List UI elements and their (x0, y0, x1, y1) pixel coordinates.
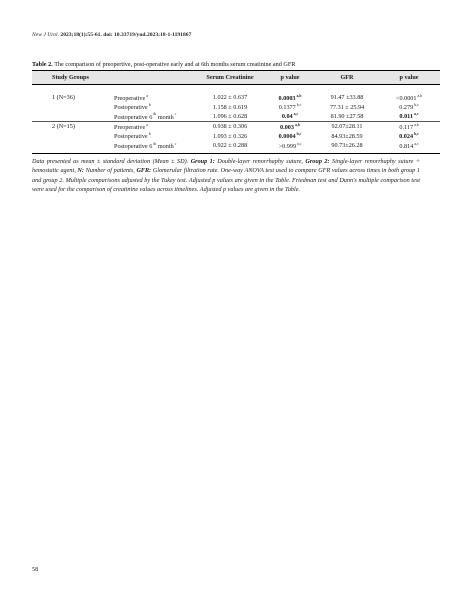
superscript: b,c (296, 132, 302, 137)
superscript: a (146, 122, 148, 127)
group-label (32, 132, 114, 141)
table-row (32, 122, 440, 132)
timepoint-label-value: Preoperative (114, 123, 146, 131)
timepoint-label (114, 132, 196, 141)
timepoint-label-value: Postoperative 6th month (114, 112, 174, 121)
timepoint-label (114, 141, 196, 154)
table-header-row (32, 71, 440, 85)
superscript: b,c (296, 103, 302, 108)
creatinine-p-value (264, 141, 316, 154)
ordinal-superscript: th (153, 112, 157, 117)
table-caption-label: Table 2. (32, 61, 53, 68)
note-gfr-text: Glomerular filtration rate. (152, 167, 219, 175)
table-footnote (32, 157, 420, 195)
note-methods: One-way ANOVA test used to compare GFR values across times in both group 1 and group 2. Multiple comparisons adjusted by the Tukey test. Adjusted p values are given in the Table. Friedman test and Dunn's multiple comparison test were used for the comparison of creatinine values across timelines. Adjusted p values are given in the Table. (32, 167, 421, 194)
creatinine-value-value: 1.022 ± 0.637 (212, 94, 248, 102)
col-header-p-value-creatinine: p value (264, 71, 316, 85)
ordinal-superscript: th (153, 141, 157, 146)
creatinine-value-value: 0.938 ± 0.306 (212, 123, 248, 131)
creatinine-value-value: 0.922 ± 0.288 (212, 142, 248, 150)
gfr-p-value (378, 102, 440, 111)
gfr-p-value-value: 0.814 (399, 142, 414, 150)
timepoint-label-value: Postoperative (114, 104, 148, 112)
superscript: a,b (414, 122, 419, 127)
timepoint-label-value: Postoperative 6th month (114, 141, 174, 150)
note-group2-text: Single-layer renorrhaphy suture + hemostatic agent, (32, 158, 421, 175)
creatinine-p-value (264, 112, 316, 122)
table-row (32, 112, 440, 122)
creatinine-value (196, 141, 264, 154)
gfr-p-value-value: 0.117 (399, 123, 414, 131)
superscript: a,c (414, 112, 419, 117)
gfr-value (316, 112, 378, 122)
timepoint-label (114, 102, 196, 111)
note-sd: Data presented as mean ± standard deviation (Mean ± SD). (32, 158, 189, 165)
gfr-value (316, 122, 378, 132)
creatinine-p-value-value: 0.0003 (278, 94, 296, 102)
timepoint-label (114, 122, 196, 132)
note-group2-label: Group 2: (305, 158, 330, 165)
col-header-gfr: GFR (316, 71, 378, 85)
superscript: a,c (297, 141, 302, 146)
superscript: b (148, 103, 151, 108)
superscript: b (148, 132, 151, 137)
gfr-value-value: 91.47 ±33.88 (330, 94, 364, 102)
creatinine-p-value-value: 0.003 (280, 123, 294, 131)
table-caption-text: The comparison of preopertive, post-operative early and at 6th months serum creatinine and GFR (54, 61, 296, 68)
table-row (32, 85, 440, 103)
creatinine-value (196, 112, 264, 122)
creatinine-value (196, 132, 264, 141)
gfr-value (316, 141, 378, 154)
creatinine-value-value: 1.158 ± 0.619 (212, 103, 248, 111)
table-body (32, 85, 440, 154)
superscript: b,c (414, 103, 419, 108)
note-group1-text: Double-layer renorrhaphy suture, (217, 158, 303, 165)
gfr-p-value (378, 112, 440, 122)
gfr-p-value (378, 132, 440, 141)
creatinine-p-value (264, 132, 316, 141)
superscript: a,b (294, 122, 300, 127)
creatinine-p-value-value: >0.999 (278, 142, 297, 150)
gfr-value (316, 85, 378, 103)
gfr-p-value-value: <0.0001 (395, 94, 417, 102)
timepoint-label-value: Postoperative (114, 133, 148, 141)
col-header-timepoint (114, 71, 196, 85)
gfr-value-value: 81.90 ±27.58 (330, 112, 364, 120)
creatinine-p-value-value: 0.1377 (278, 104, 296, 112)
gfr-p-value (378, 122, 440, 132)
note-n-text: Number of patients, (85, 167, 135, 175)
creatinine-value (196, 122, 264, 132)
gfr-p-value (378, 141, 440, 154)
creatinine-p-value (264, 85, 316, 103)
timepoint-label (114, 112, 196, 122)
gfr-value-value: 77.31 ± 25.94 (329, 103, 365, 111)
results-table (32, 70, 440, 154)
gfr-value (316, 132, 378, 141)
creatinine-p-value-value: 0.0004 (278, 133, 296, 141)
creatinine-p-value (264, 102, 316, 111)
gfr-value-value: 92.07±28.11 (331, 123, 363, 131)
timepoint-label-value: Preoperative (114, 94, 146, 102)
creatinine-p-value (264, 122, 316, 132)
creatinine-value-value: 1.093 ± 0.326 (212, 132, 248, 140)
table-row (32, 132, 440, 141)
superscript: a,b (417, 93, 423, 98)
creatinine-value (196, 102, 264, 111)
note-group1-label: Group 1: (190, 158, 215, 165)
table-row (32, 141, 440, 154)
superscript: b,c (414, 132, 419, 137)
gfr-p-value (378, 85, 440, 103)
journal-name: New J Urol. (32, 32, 59, 38)
superscript: a,c (293, 112, 299, 117)
group-label (32, 141, 114, 154)
group-label (32, 112, 114, 122)
superscript: a (146, 93, 148, 98)
group-label: 1 (N=36) (52, 94, 75, 102)
gfr-value-value: 84.93±28.59 (331, 132, 363, 140)
gfr-p-value-value: 0.024 (399, 133, 414, 141)
superscript: c (174, 141, 177, 146)
gfr-value-value: 90.73±26.28 (331, 142, 363, 150)
note-gfr-label: GFR: (136, 167, 152, 175)
group-label: 2 (N=15) (32, 122, 114, 132)
col-header-serum-creatinine: Serum Creatinine (196, 71, 264, 85)
table-row (32, 102, 440, 111)
citation: 2023;18(1):55-61. doi: 10.33719/yud.2023;18-1-1191867 (60, 32, 192, 38)
timepoint-label (114, 85, 196, 103)
col-header-study-groups: Study Groups (32, 71, 114, 85)
gfr-value (316, 102, 378, 111)
running-header (32, 32, 191, 38)
table-caption (32, 61, 422, 68)
creatinine-value-value: 1.096 ± 0.628 (212, 112, 248, 120)
creatinine-value (196, 85, 264, 103)
gfr-p-value-value: 0.011 (399, 113, 414, 121)
gfr-p-value-value: 0.279 (399, 104, 414, 112)
col-header-p-value-gfr: p value (378, 71, 440, 85)
page-number: 58 (32, 566, 39, 573)
superscript: a,c (414, 141, 419, 146)
creatinine-p-value-value: 0.04 (281, 113, 293, 121)
superscript: a,b (296, 93, 302, 98)
group-label (32, 102, 114, 111)
note-n-label: N: (77, 167, 84, 175)
superscript: c (174, 112, 177, 117)
